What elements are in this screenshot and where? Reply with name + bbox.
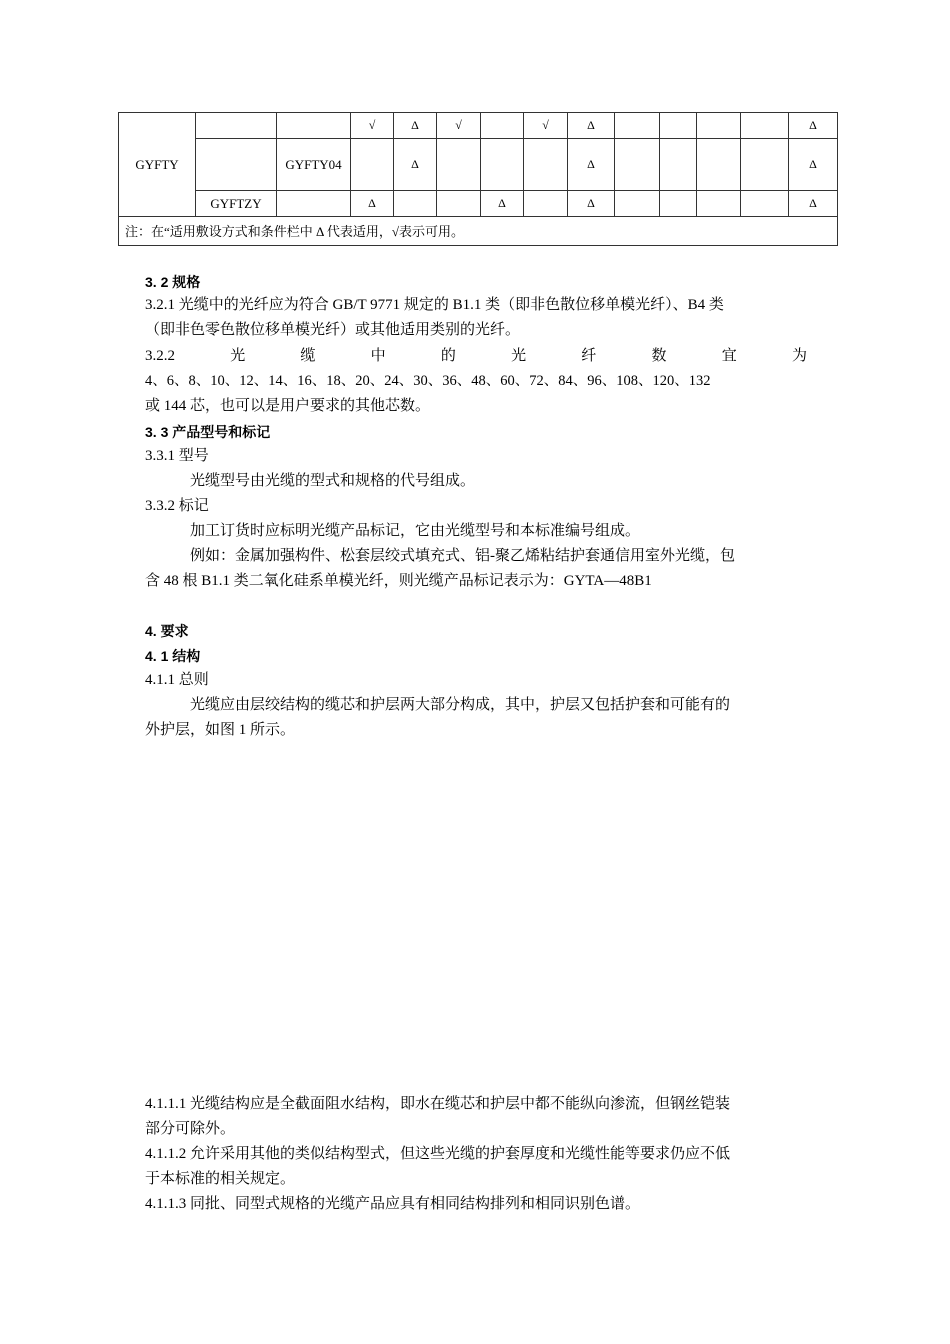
table-cell xyxy=(351,139,394,191)
paragraph-line: 4、6、8、10、12、14、16、18、20、24、30、36、48、60、72、84、96、108、120、132 xyxy=(145,373,711,389)
paragraph-justified-line xyxy=(145,344,807,369)
table-cell xyxy=(196,139,277,191)
paragraph-line: 4.1.1.3 同批、同型式规格的光缆产品应具有相同结构排列和相同识别色谱。 xyxy=(145,1196,641,1212)
word: 中 xyxy=(370,348,386,364)
table-cell xyxy=(394,191,437,217)
table-cell: √ xyxy=(524,113,568,139)
cable-application-table xyxy=(118,112,911,246)
table-cell xyxy=(697,113,741,139)
table-cell xyxy=(697,139,741,191)
section-heading-4: 4. 要求 xyxy=(145,623,189,639)
table-note: 注：在“适用敷设方式和条件栏中 Δ 代表适用，√表示可用。 xyxy=(119,217,838,246)
table-cell xyxy=(741,113,789,139)
table-cell xyxy=(481,113,524,139)
table-cell xyxy=(615,139,660,191)
table-cell xyxy=(660,113,697,139)
section-heading-3-2: 3. 2 规格 xyxy=(145,274,201,290)
word: 纤 xyxy=(581,348,597,364)
word: 数 xyxy=(651,348,667,364)
table-cell xyxy=(277,113,351,139)
section-heading-4-1: 4. 1 结构 xyxy=(145,648,201,664)
table-note-row xyxy=(119,217,911,246)
table-cell: Δ xyxy=(394,139,437,191)
table-cell xyxy=(437,139,481,191)
word: 3.2.2 xyxy=(145,348,175,364)
paragraph-line: （即非色零色散位移单模光纤）或其他适用类别的光纤。 xyxy=(145,322,521,338)
table-cell: Δ xyxy=(568,139,615,191)
table-cell xyxy=(660,191,697,217)
paragraph-line: 部分可除外。 xyxy=(145,1121,236,1137)
paragraph-line: 例如：金属加强构件、松套层绞式填充式、铝-聚乙烯粘结护套通信用室外光缆，包 xyxy=(190,548,735,564)
table-cell xyxy=(524,191,568,217)
table-cell xyxy=(741,191,789,217)
table-cell: Δ xyxy=(568,113,615,139)
table-cell: Δ xyxy=(789,139,838,191)
table-row xyxy=(119,113,911,139)
table-cell xyxy=(741,139,789,191)
subsection-heading: 4.1.1 总则 xyxy=(145,672,209,688)
paragraph-line: 外护层，如图 1 所示。 xyxy=(145,722,296,738)
paragraph-line: 光缆应由层绞结构的缆芯和护层两大部分构成，其中，护层又包括护套和可能有的 xyxy=(190,697,731,713)
table-cell: Δ xyxy=(351,191,394,217)
section-heading-3-3: 3. 3 产品型号和标记 xyxy=(145,424,271,440)
word: 缆 xyxy=(300,348,316,364)
word: 宜 xyxy=(721,348,737,364)
table-cell: Δ xyxy=(568,191,615,217)
subsection-heading: 3.3.1 型号 xyxy=(145,448,209,464)
table-cell xyxy=(615,191,660,217)
paragraph-line: 3.2.1 光缆中的光纤应为符合 GB/T 9771 规定的 B1.1 类（即非色散位移单模光纤）、B4 类 xyxy=(145,297,724,313)
table-cell xyxy=(660,139,697,191)
table-cell xyxy=(615,113,660,139)
table-cell xyxy=(524,139,568,191)
paragraph-line: 于本标准的相关规定。 xyxy=(145,1171,296,1187)
table-row xyxy=(119,191,911,217)
table-row xyxy=(119,139,911,191)
table-cell xyxy=(277,191,351,217)
table-cell xyxy=(697,191,741,217)
group-label-cell: GYFTY xyxy=(119,113,196,217)
paragraph-line: 4.1.1.1 光缆结构应是全截面阻水结构，即水在缆芯和护层中都不能纵向渗流，但钢丝铠装 xyxy=(145,1096,731,1112)
word: 光 xyxy=(230,348,246,364)
table-cell: √ xyxy=(351,113,394,139)
table-cell: √ xyxy=(437,113,481,139)
paragraph-line: 或 144 芯，也可以是用户要求的其他芯数。 xyxy=(145,398,431,414)
table-cell xyxy=(437,191,481,217)
table-cell: GYFTZY xyxy=(196,191,277,217)
paragraph-line: 加工订货时应标明光缆产品标记，它由光缆型号和本标准编号组成。 xyxy=(190,523,641,539)
paragraph-line: 含 48 根 B1.1 类二氧化硅系单模光纤，则光缆产品标记表示为：GYTA—48B1 xyxy=(145,573,652,589)
table-cell: Δ xyxy=(394,113,437,139)
subsection-heading: 3.3.2 标记 xyxy=(145,498,209,514)
table-cell xyxy=(481,139,524,191)
table-cell: Δ xyxy=(789,191,838,217)
paragraph-line: 4.1.1.2 允许采用其他的类似结构型式，但这些光缆的护套厚度和光缆性能等要求仍应不低 xyxy=(145,1146,731,1162)
word: 为 xyxy=(791,348,807,364)
table-cell: Δ xyxy=(481,191,524,217)
paragraph-line: 光缆型号由光缆的型式和规格的代号组成。 xyxy=(190,473,476,489)
table-cell: GYFTY04 xyxy=(277,139,351,191)
word: 光 xyxy=(511,348,527,364)
table-cell xyxy=(196,113,277,139)
word: 的 xyxy=(440,348,456,364)
table-cell: Δ xyxy=(789,113,838,139)
